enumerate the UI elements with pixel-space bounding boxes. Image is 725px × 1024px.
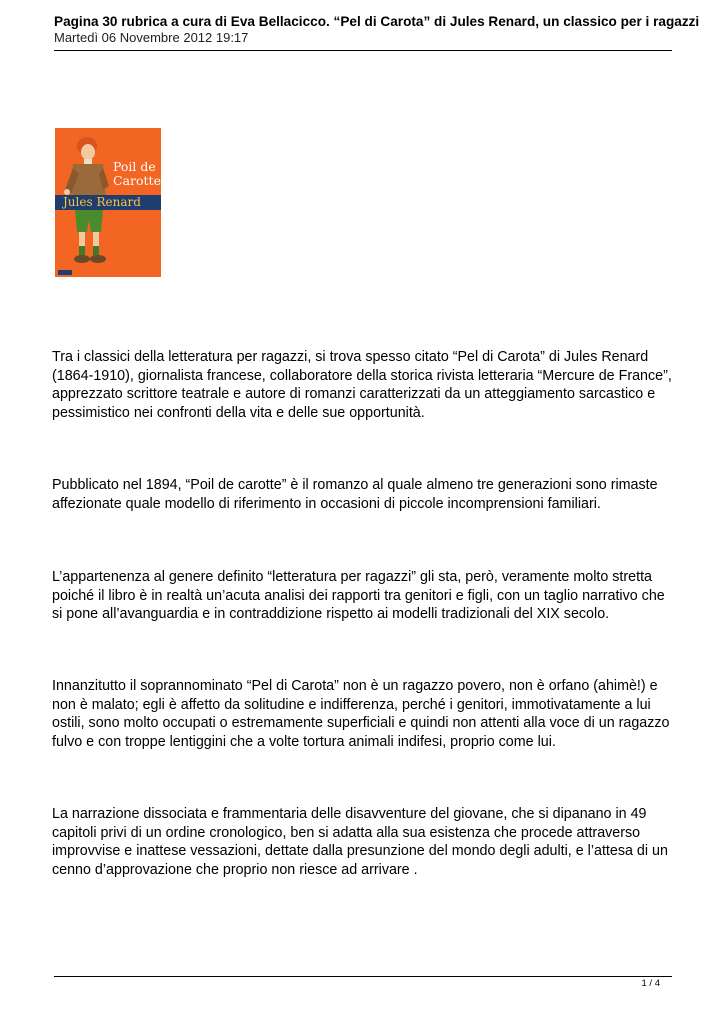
page-number: 1 / 4 (641, 978, 660, 989)
footer-divider (54, 976, 672, 977)
cover-title: Poil de Carotte (113, 159, 161, 188)
paragraph-3: L’appartenenza al genere definito “letteratura per ragazzi” gli sta, però, veramente molto stretta poiché il libro è in realtà un’acuta analisi dei rapporti tra genitori e figli, con un taglio narrativo che si pone all’avanguardia e in contraddizione rispetto ai modelli tradizionali del XIX secolo. (52, 569, 665, 623)
paragraph-5: La narrazione dissociata e frammentaria delle disavventure del giovane, che si dipanano in 49 capitoli privi di un ordine cronologico, ben si adatta alla sua esistenza che procede attraverso improvvise e inattese vessazioni, dettate dalla presunzione del mondo degli adulti, e l’attesa di un cenno d’approvazione che proprio non riesce ad arrivare . (52, 806, 668, 879)
paragraph-2: Pubblicato nel 1894, “Poil de carotte” è il romanzo al quale almeno tre generazioni sono rimaste affezionate quale modello di riferimento in occasioni di piccole incomprensioni familiari. (52, 477, 658, 512)
paragraph-1: Tra i classici della letteratura per ragazzi, si trova spesso citato “Pel di Carota” di Jules Renard (1864-1910), giornalista francese, collaboratore della storica rivista letteraria “Mercure de France”, apprezzato scrittore teatrale e autore di romanzi caratterizzati da un atteggiamento sarcastico e pessimistico nei confronti della vita e delle sue opportunità. (52, 349, 672, 422)
article-title: Pagina 30 rubrica a cura di Eva Bellacicco. “Pel di Carota” di Jules Renard, un classico per i ragazzi (54, 14, 700, 29)
paragraph-4: Innanzitutto il soprannominato “Pel di Carota” non è un ragazzo povero, non è orfano (ahimè!) e non è malato; egli è affetto da solitudine e indifferenza, perché i genitori, immotivatamente a lui ostili, sono molto occupati o estremamente superficiali e quindi non attenti alla voce di un ragazzo fulvo e con troppe lentiggini che a volte tortura animali indifesi, proprio come lui. (52, 678, 670, 751)
cover-publisher-logo (58, 270, 72, 275)
book-cover-image (55, 128, 161, 277)
cover-author: Jules Renard (63, 195, 141, 209)
article-date: Martedì 06 Novembre 2012 19:17 (54, 30, 249, 45)
page-header (54, 13, 700, 46)
header-divider (54, 50, 672, 51)
